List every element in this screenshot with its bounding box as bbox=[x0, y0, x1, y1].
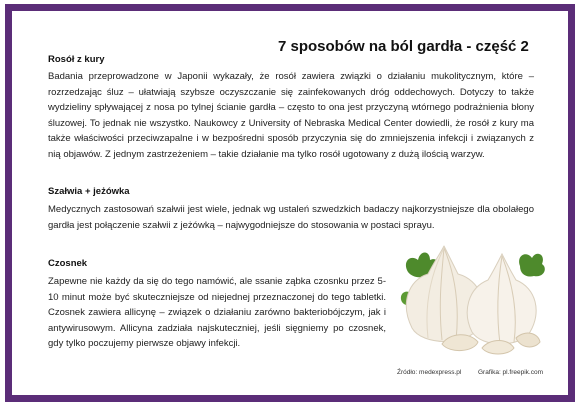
section-text-czosnek: Zapewne nie każdy da się do tego namówić, ale ssanie ząbka czosnku przez 5-10 minut może być skuteczniejsze od niejednej przeznaczonej do tego tabletki. Czosnek zawiera allicynę – związek o działaniu zarówno bakteriobójczym, jak i antywirusowym. Allicyna zadziała najskuteczniej, jeśli sięgniemy po czosnek, gdy tylko poczujemy pierwsze objawy infekcji. bbox=[48, 276, 386, 349]
section-heading-czosnek: Czosnek bbox=[48, 258, 88, 269]
section-heading-szalwia: Szałwia + jeżówka bbox=[48, 186, 130, 197]
section-heading-rosol: Rosół z kury bbox=[48, 54, 105, 65]
garlic-illustration bbox=[398, 232, 548, 362]
graphic-credit: Grafika: pl.freepik.com bbox=[478, 369, 544, 376]
source-credit: Źródło: medexpress.pl bbox=[397, 369, 462, 376]
page-title: 7 sposobów na ból gardła - część 2 bbox=[278, 38, 529, 55]
section-text-rosol: Badania przeprowadzone w Japonii wykazały, że rosół zawiera związki o działaniu mukolitycznym, które – rozrzedzając śluz – ułatwiają szybsze oczyszczanie się zainfekowanych dróg oddechowych. Dotyczy to także wydzieliny spływającej z nosa po tylnej ścianie gardła – często to ona jest przyczyną wtórnego podrażnienia błony śluzowej. To jednak nie wszystko. Naukowcy z University of Nebraska Medical Center dowiedli, że rosół z kury ma także właściwości przeciwzapalne i w bezpośredni sposób przyczynia się do zmniejszenia infekcji i związanych z nią objawów. Z jednym zastrzeżeniem – takie działanie ma tylko rosół ugotowany z dużą ilością warzyw. bbox=[48, 71, 534, 160]
section-text-szalwia: Medycznych zastosowań szałwii jest wiele, jednak wg ustaleń szwedzkich badaczy najkorzystniejsze dla obolałego gardła jest połączenie szałwii z jeżówką – najwygodniejsze do stosowania w postaci sprayu. bbox=[48, 204, 534, 231]
